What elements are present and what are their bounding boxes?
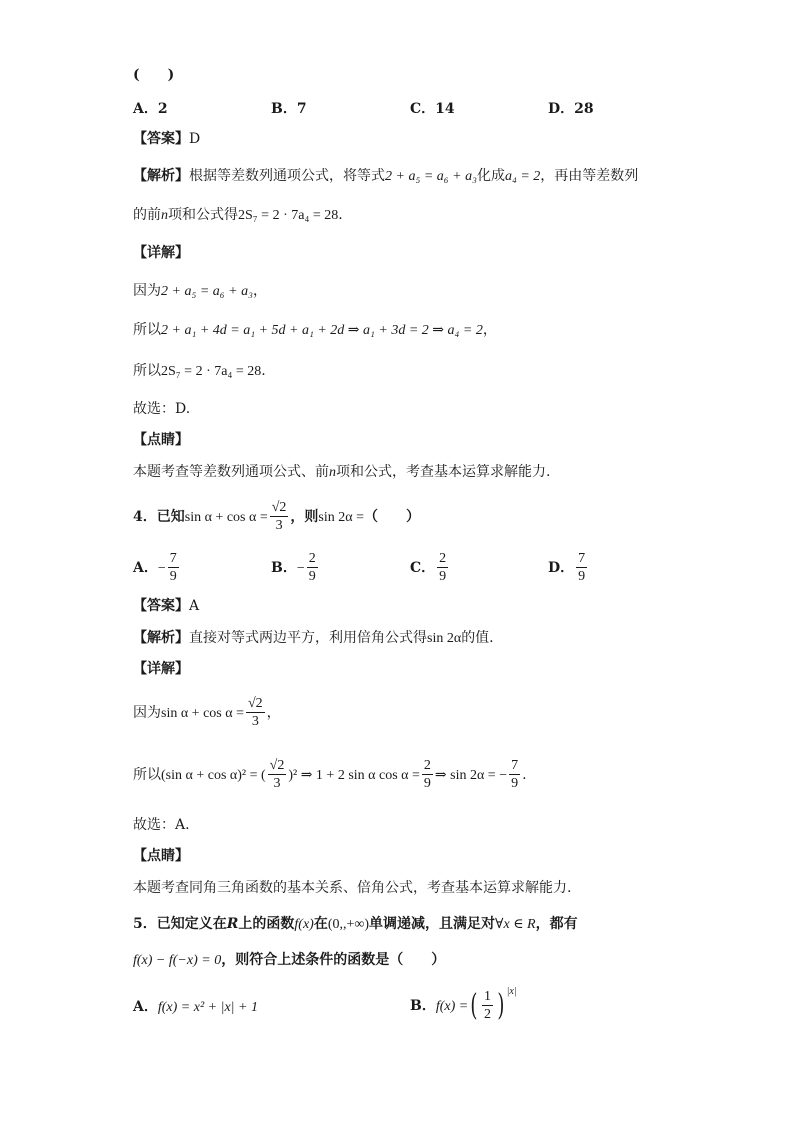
q4-choice: 故选：A. xyxy=(133,817,190,833)
math-expression: a₄ = 2 xyxy=(504,169,541,184)
q5-option-a[interactable]: A．f(x) = x² + |x| + 1 xyxy=(133,999,258,1015)
q4-option-c[interactable]: C． $\frac{2}{9}$ xyxy=(410,551,447,584)
fraction: $\frac{2}{9}$ xyxy=(423,758,431,791)
q3-answer-paren: ( ) xyxy=(133,67,175,83)
answer-value: A xyxy=(189,598,200,614)
fraction: $\frac{7}{9}$ xyxy=(511,758,519,791)
q4-comment: 本题考查同角三角函数的基本关系、倍角公式，考查基本运算求解能力. xyxy=(133,880,572,896)
math-expression: (sin α + cos α)² = ( xyxy=(161,768,266,783)
q4-stem: 4．已知sin α + cos α = $\frac{√2}{3}$ ，则sin 2α =（ ） xyxy=(133,500,420,533)
answer-tag: 【答案】 xyxy=(133,598,189,614)
q4-option-b[interactable]: B．− $\frac{2}{9}$ xyxy=(271,551,316,584)
q3-detail-line3: 所以2S₇ = 2 · 7a₄ = 28. xyxy=(133,363,266,379)
math-expression: sin α + cos α = xyxy=(161,706,244,721)
q3-detail-line2: 所以2 + a₁ + 4d = a₁ + 5d + a₁ + 2d ⇒ a₁ + 3d = 2 ⇒ a₄ = 2， xyxy=(133,322,497,338)
q3-option-b[interactable]: B．7 xyxy=(271,101,307,117)
fraction: $\frac{√2}{3}$ xyxy=(269,758,285,791)
math-expression: sin 2α = xyxy=(318,510,364,525)
q4-option-a[interactable]: A．− $\frac{7}{9}$ xyxy=(133,551,177,584)
math-expression: 2 + a₅ = a₆ + a₃ xyxy=(161,284,253,299)
math-expression: 2S₇ = 2 · 7a₄ = 28 xyxy=(161,364,262,379)
q4-detail-line1: 因为sin α + cos α = $\frac{√2}{3}$ ， xyxy=(133,696,281,729)
fraction: $\frac{√2}{3}$ xyxy=(247,696,263,729)
q3-comment-tag: 【点睛】 xyxy=(133,432,189,448)
math-expression: 2S₇ = 2 · 7a₄ = 28 xyxy=(238,208,339,223)
q3-detail-tag: 【详解】 xyxy=(133,245,189,261)
q3-option-c[interactable]: C．14 xyxy=(410,101,455,117)
q3-choice: 故选：D. xyxy=(133,401,191,417)
q3-option-a[interactable]: A．2 xyxy=(133,101,168,117)
q4-answer xyxy=(133,596,199,616)
math-expression: sin α + cos α = xyxy=(184,510,268,525)
q4-detail-line2: 所以(sin α + cos α)² = ( $\frac{√2}{3}$ )² ⇒ 1 + 2 sin α cos α = $\frac{2}{9}$ ⇒ sin 2α = − $\frac{7}{9}$ . xyxy=(133,758,527,791)
fraction: $\frac{√2}{3}$ xyxy=(271,500,287,533)
answer-tag: 【答案】 xyxy=(133,131,189,147)
math-expression: 2 + a₅ = a₆ + a₃ xyxy=(385,169,477,184)
math-expression: 2 + a₁ + 4d = a₁ + 5d + a₁ + 2d ⇒ a₁ + 3d = 2 ⇒ a₄ = 2 xyxy=(161,323,483,338)
q5-stem-line1: 5．已知定义在R上的函数f(x)在(0,,+∞)单调递减，且满足对∀x ∈ R，都有 xyxy=(133,916,578,932)
q4-option-d[interactable]: D． $\frac{7}{9}$ xyxy=(548,551,586,584)
q5-option-b[interactable]: B．f(x) =( $\frac{1}{2}$ ) $^{|x|}$ xyxy=(410,986,517,1023)
q3-detail-line1: 因为2 + a₅ = a₆ + a₃， xyxy=(133,283,267,299)
q4-detail-tag: 【详解】 xyxy=(133,661,189,677)
q3-analysis-line2: 的前n项和公式得2S₇ = 2 · 7a₄ = 28. xyxy=(133,207,343,223)
q3-option-d[interactable]: D．28 xyxy=(548,101,594,117)
analysis-tag: 【解析】 xyxy=(133,168,189,184)
math-expression: f(x) − f(−x) = 0 xyxy=(133,953,222,968)
q3-answer xyxy=(133,129,200,149)
math-expression: sin 2α xyxy=(427,631,462,646)
analysis-tag: 【解析】 xyxy=(133,630,189,646)
answer-value: D xyxy=(189,131,201,147)
q4-analysis: 【解析】直接对等式两边平方，利用倍角公式得sin 2α的值. xyxy=(133,630,494,646)
q4-comment-tag: 【点睛】 xyxy=(133,848,189,864)
q3-analysis-line1: 【解析】根据等差数列通项公式，将等式2 + a₅ = a₆ + a₃化成a₄ = 2，再由等差数列 xyxy=(133,168,639,184)
fraction: $\frac{1}{2}$ xyxy=(483,989,491,1022)
q5-stem-line2: f(x) − f(−x) = 0，则符合上述条件的函数是（ ） xyxy=(133,952,446,968)
q3-comment: 本题考查等差数列通项公式、前n项和公式，考查基本运算求解能力. xyxy=(133,464,551,480)
